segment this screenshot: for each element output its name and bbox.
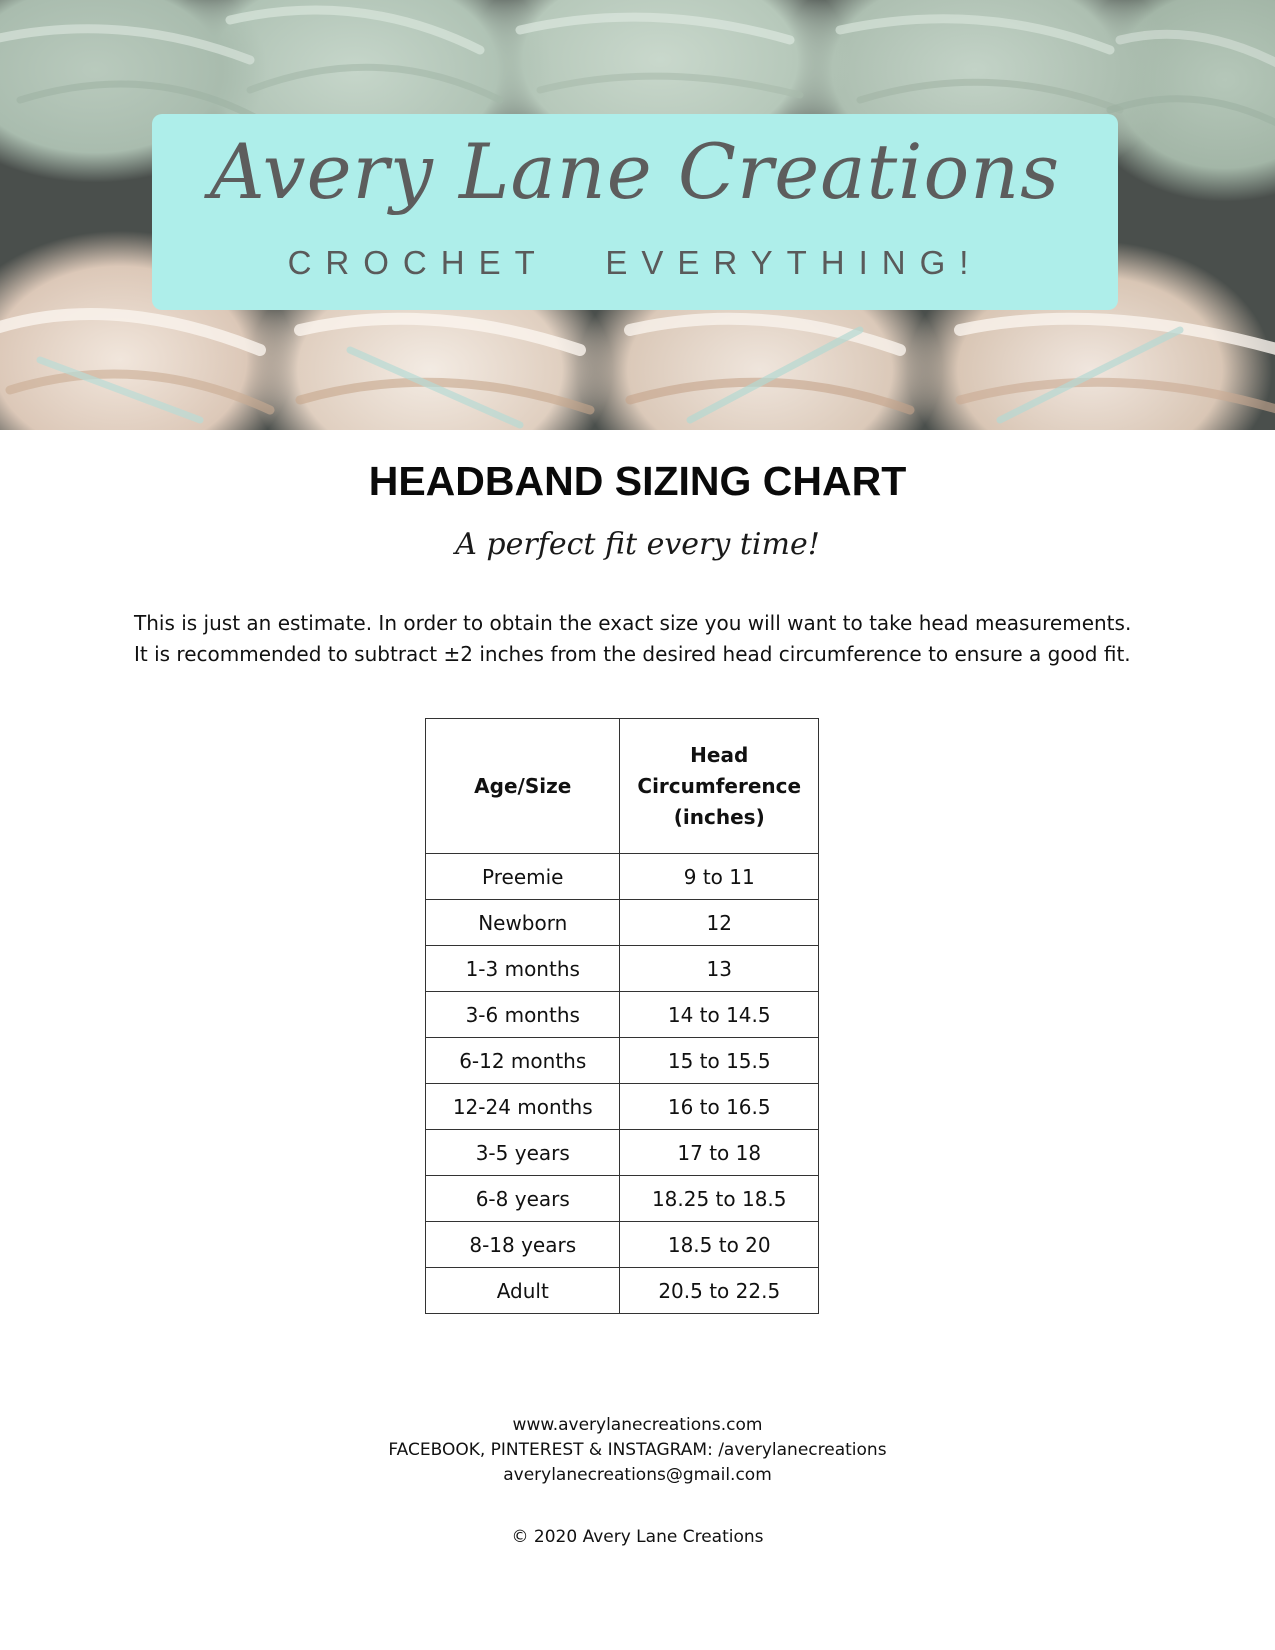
footer-contact — [0, 1413, 1275, 1488]
brand-tagline: CROCHET EVERYTHING! — [287, 244, 983, 281]
page-title: HEADBAND SIZING CHART — [368, 458, 907, 504]
column-header-age-size: Age/Size — [426, 719, 620, 854]
copyright-notice: © 2020 Avery Lane Creations — [511, 1527, 764, 1547]
circumference-cell: 17 to 18 — [620, 1130, 819, 1176]
email-link[interactable]: averylanecreations@gmail.com — [503, 1465, 772, 1485]
header-line: Head — [690, 742, 749, 767]
table-row — [426, 1176, 819, 1222]
circumference-cell: 18.25 to 18.5 — [620, 1176, 819, 1222]
brand-logo: Avery Lane Creations — [209, 127, 1061, 216]
circumference-cell: 18.5 to 20 — [620, 1222, 819, 1268]
circumference-cell: 9 to 11 — [620, 854, 819, 900]
table-row — [426, 1084, 819, 1130]
table-row — [426, 854, 819, 900]
table-row — [426, 946, 819, 992]
size-cell: Preemie — [426, 854, 620, 900]
size-cell: 3-6 months — [426, 992, 620, 1038]
logo-box — [152, 114, 1118, 310]
table-row — [426, 1130, 819, 1176]
size-cell: 6-12 months — [426, 1038, 620, 1084]
circumference-cell: 16 to 16.5 — [620, 1084, 819, 1130]
header-banner — [0, 0, 1275, 430]
table-row — [426, 1222, 819, 1268]
table-row — [426, 992, 819, 1038]
intro-line: This is just an estimate. In order to obtain the exact size you will want to take head measurements. — [134, 611, 1132, 635]
size-cell: 6-8 years — [426, 1176, 620, 1222]
size-cell: 12-24 months — [426, 1084, 620, 1130]
table-row — [426, 1038, 819, 1084]
size-cell: 8-18 years — [426, 1222, 620, 1268]
intro-line: It is recommended to subtract ±2 inches from the desired head circumference to ensure a good fit. — [134, 642, 1131, 666]
table-header-row — [426, 719, 819, 854]
column-header-head-circumference — [620, 719, 819, 854]
intro-text — [134, 608, 1144, 670]
size-cell: 1-3 months — [426, 946, 620, 992]
circumference-cell: 13 — [620, 946, 819, 992]
size-cell: Adult — [426, 1268, 620, 1314]
social-handles: FACEBOOK, PINTEREST & INSTAGRAM: /averylanecreations — [388, 1440, 887, 1460]
circumference-cell: 15 to 15.5 — [620, 1038, 819, 1084]
website-link[interactable]: www.averylanecreations.com — [512, 1415, 763, 1435]
circumference-cell: 14 to 14.5 — [620, 992, 819, 1038]
sizing-table — [425, 718, 819, 1314]
table-row — [426, 1268, 819, 1314]
header-line: Circumference — [637, 773, 802, 798]
table-row — [426, 900, 819, 946]
size-cell: 3-5 years — [426, 1130, 620, 1176]
size-cell: Newborn — [426, 900, 620, 946]
circumference-cell: 20.5 to 22.5 — [620, 1268, 819, 1314]
circumference-cell: 12 — [620, 900, 819, 946]
header-line: (inches) — [673, 804, 765, 829]
page-subtitle: A perfect fit every time! — [455, 527, 820, 562]
